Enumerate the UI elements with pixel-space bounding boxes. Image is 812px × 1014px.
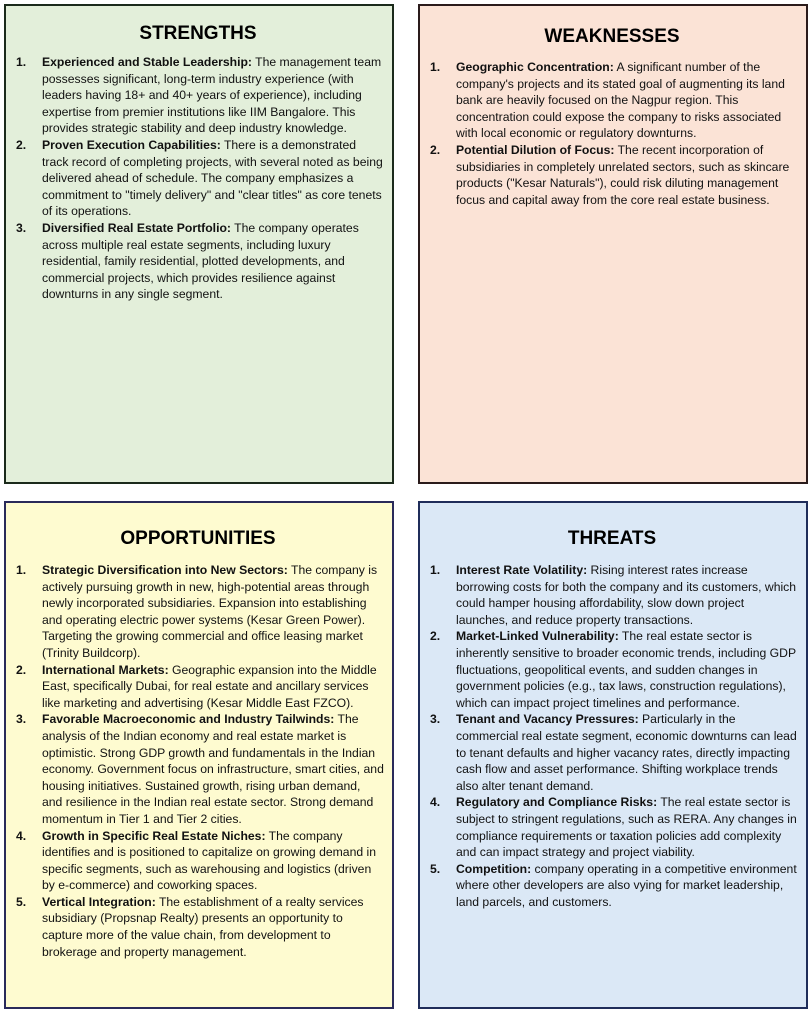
item-heading: Favorable Macroeconomic and Industry Tailwinds: [42, 712, 335, 727]
item-number: 3. [16, 712, 27, 727]
threat-item [426, 711, 798, 794]
weaknesses-box [418, 4, 808, 484]
strength-item [12, 54, 384, 137]
item-heading: Strategic Diversification into New Sectors: [42, 563, 288, 577]
opportunity-item [12, 894, 384, 960]
strengths-box [4, 4, 394, 484]
item-text: Particularly in the commercial real estate segment, economic downturns can lead to tenant defaults and higher vacancy rates, directly impacting cash flow and asset performance. Shifting workplace trends also alter tenant demand. [456, 712, 797, 793]
item-text: The real estate sector is subject to stringent regulations, such as RERA. Any changes in compliance requirements or taxation policies add complexity and can impact strategy and project viability. [456, 795, 797, 860]
item-text: Rising interest rates increase borrowing costs for both the company and its customers, which could hamper housing affordability, slow down project launches, and reduce property transactions. [456, 563, 797, 627]
threats-title: THREATS [567, 528, 657, 549]
opportunities-box [4, 501, 394, 1009]
opportunity-item [12, 562, 384, 662]
item-number: 2. [430, 629, 441, 644]
threat-item [426, 794, 798, 860]
opportunity-item [12, 662, 384, 712]
item-number: 2. [16, 137, 27, 152]
item-heading: Diversified Real Estate Portfolio: [42, 220, 231, 235]
item-heading: Market-Linked Vulnerability: [456, 629, 619, 644]
opportunity-item [12, 828, 384, 894]
item-number: 1. [16, 55, 27, 69]
item-number: 5. [430, 861, 441, 876]
item-number: 2. [16, 662, 27, 677]
item-heading: Tenant and Vacancy Pressures: [456, 712, 639, 727]
item-heading: Proven Execution Capabilities: [42, 137, 221, 152]
threat-item [426, 861, 798, 911]
item-text: The recent incorporation of subsidiaries in completely unrelated sectors, such as skincare products ("Kesar Naturals"), could risk diluting management focus and capital away from the core real estate business. [456, 142, 790, 207]
item-number: 3. [16, 220, 27, 235]
item-number: 4. [430, 795, 441, 810]
item-number: 2. [430, 142, 441, 157]
opportunities-list [12, 562, 384, 960]
weaknesses-title: WEAKNESSES [544, 26, 680, 47]
item-text: The management team possesses significant, long-term industry experience (with leaders having 18+ and 40+ years of experience), including expertise from premier institutions like IIM Bangalore. This provides strategic stability and deep industry knowledge. [42, 55, 382, 136]
item-text: The real estate sector is inherently sensitive to broader economic trends, including GDP fluctuations, geopolitical events, and sudden changes in government policies (e.g., tax laws, construction regulations), which can impact project timelines and performance. [456, 629, 796, 710]
item-number: 4. [16, 828, 27, 843]
strength-item [12, 137, 384, 220]
item-text: There is a demonstrated track record of completing projects, with several noted as being delivered ahead of schedule. The company emphasizes a commitment to "timely delivery" and "clear titles" as core tenets of its operations. [42, 137, 383, 219]
item-text: The analysis of the Indian economy and real estate market is optimistic. Strong GDP growth and fundamentals in the Indian economy. Government focus on infrastructure, smart cities, and housing initiatives. Sustained growth, rising urban demand, and resilience in the Indian real estate sector. Strong demand momentum in Tier 1 and Tier 2 cities. [42, 712, 384, 826]
item-heading: Vertical Integration: [42, 894, 156, 909]
threats-list [426, 562, 798, 910]
item-number: 1. [430, 60, 441, 74]
item-text: The company operates across multiple real estate segments, including luxury residential, family residential, plotted developments, and commercial projects, which provides resilience against downturns in any single segment. [42, 220, 359, 302]
weakness-item [426, 142, 798, 208]
item-heading: Experienced and Stable Leadership: [42, 55, 252, 69]
item-heading: Growth in Specific Real Estate Niches: [42, 828, 266, 843]
item-text: Geographic expansion into the Middle East, specifically Dubai, for real estate and ancillary services like marketing and advertising (Kesar Middle East FZCO). [42, 662, 377, 710]
item-heading: Geographic Concentration: [456, 60, 614, 74]
threat-item [426, 562, 798, 628]
strengths-list [12, 54, 384, 303]
opportunities-title: OPPORTUNITIES [120, 528, 276, 549]
item-number: 5. [16, 894, 27, 909]
item-number: 1. [430, 563, 441, 577]
item-number: 3. [430, 712, 441, 727]
strength-item [12, 220, 384, 303]
item-number: 1. [16, 563, 27, 577]
item-heading: International Markets: [42, 662, 169, 677]
threats-box [418, 501, 808, 1009]
opportunity-item [12, 711, 384, 827]
weaknesses-list [426, 59, 798, 208]
item-heading: Interest Rate Volatility: [456, 563, 588, 577]
item-text: The company is actively pursuing growth in new, high-potential areas through newly incorporated subsidiaries. Expansion into establishing and operating electric power systems (Kesar Green Power). Targeting the growing commercial and office leasing market (Trinity Buildcorp). [42, 563, 378, 660]
strengths-title: STRENGTHS [139, 23, 257, 44]
item-text: The establishment of a realty services subsidiary (Propsnap Realty) presents an opportunity to capture more of the value chain, from development to brokerage and property management. [42, 894, 364, 959]
item-heading: Regulatory and Compliance Risks: [456, 795, 658, 810]
item-heading: Competition: [456, 861, 532, 876]
item-text: A significant number of the company's projects and its stated goal of augmenting its land bank are heavily focused on the Nagpur region. This concentration could expose the company to risks associated with local economic or regulatory downturns. [456, 60, 785, 141]
weakness-item [426, 59, 798, 142]
item-text: company operating in a competitive environment where other developers are also vying for market leadership, land parcels, and customers. [456, 861, 797, 909]
threat-item [426, 628, 798, 711]
item-text: The company identifies and is positioned to capitalize on growing demand in specific segments, such as warehousing and logistics (driven by e-commerce) and coworking spaces. [42, 828, 377, 893]
item-heading: Potential Dilution of Focus: [456, 142, 615, 157]
